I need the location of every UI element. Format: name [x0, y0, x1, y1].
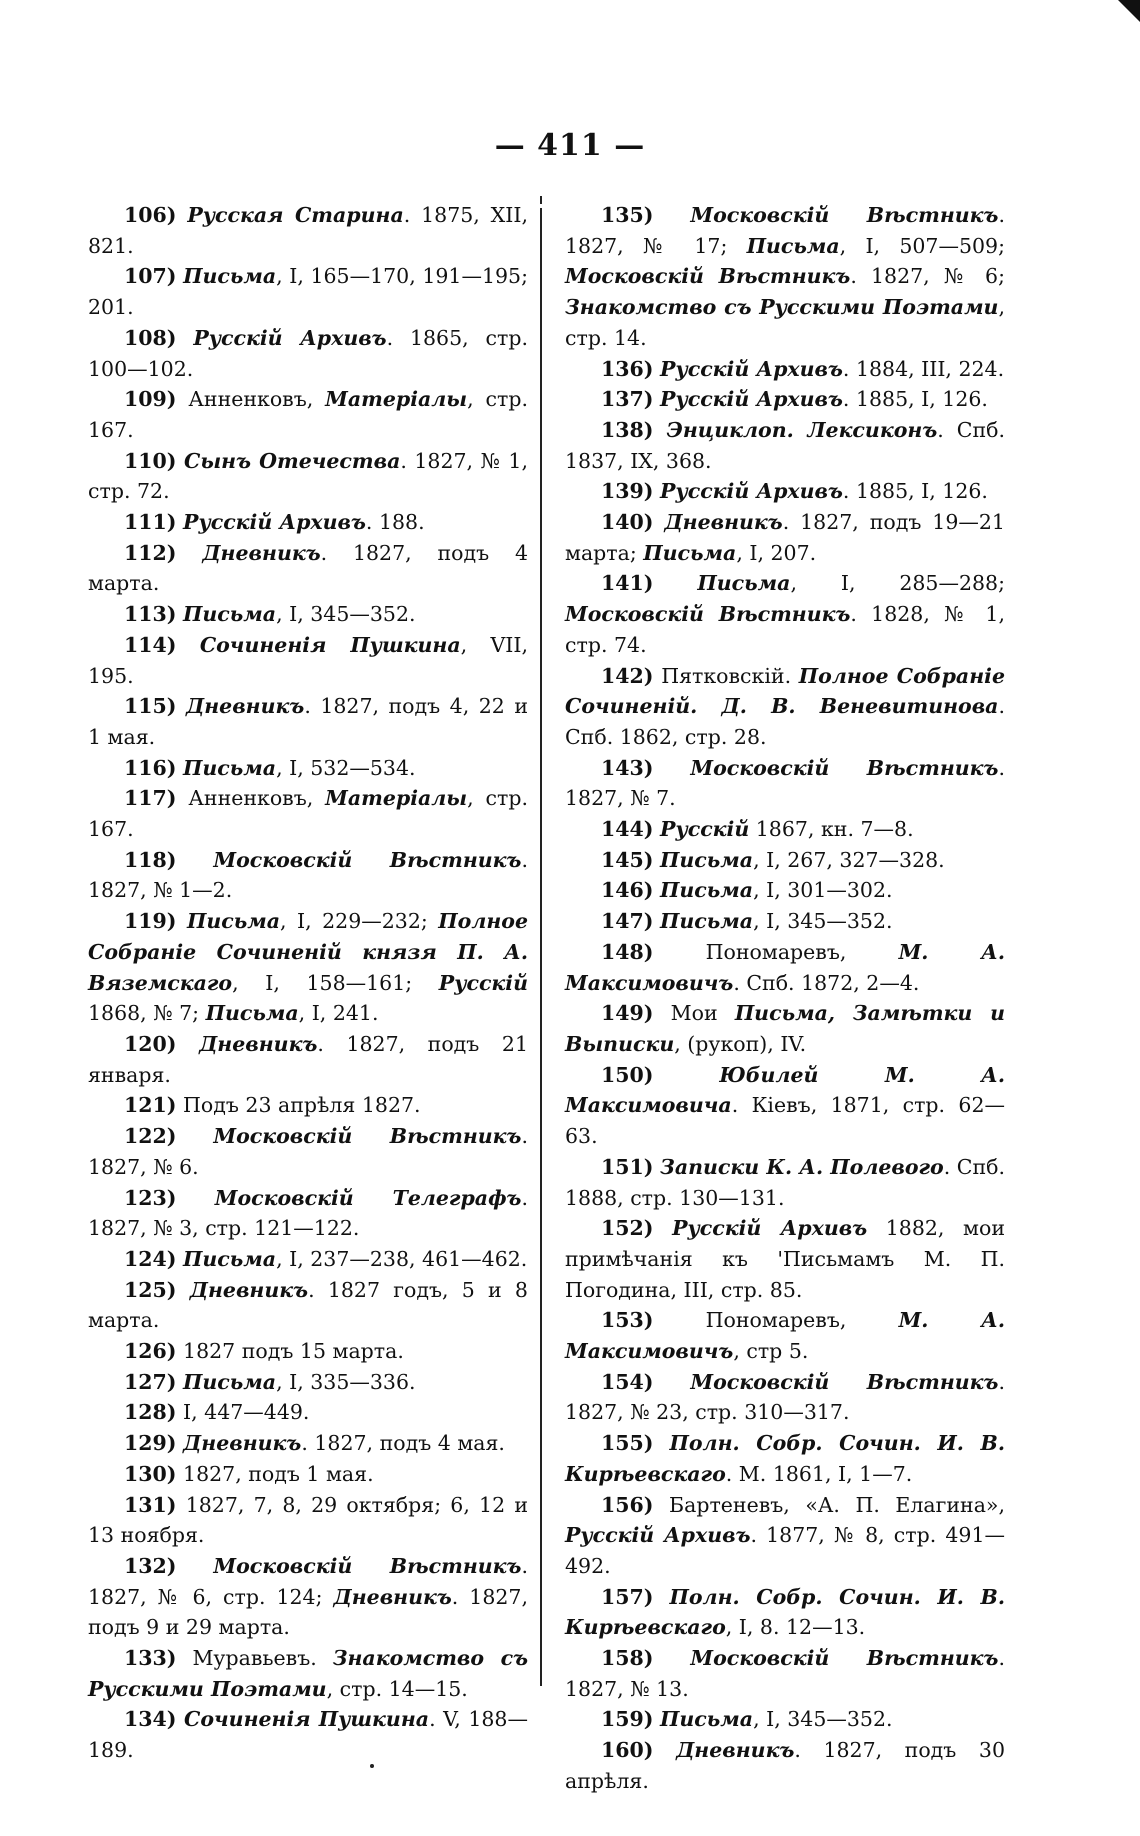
reference-number: 146) — [601, 878, 654, 903]
reference-title: Дневникъ — [664, 510, 783, 535]
reference-number: 157) — [601, 1584, 654, 1609]
reference-text: . 1827, № 17; — [565, 203, 1005, 258]
reference-title: Московскій Вѣстникъ — [213, 1553, 522, 1578]
reference-text: . М. 1861, I, 1—7. — [725, 1461, 913, 1486]
reference-text: . 1884, III, 224. — [842, 356, 1005, 381]
reference-title: Записки К. А. Полевого — [660, 1154, 944, 1179]
reference-number: 137) — [601, 387, 654, 412]
reference-title: Письма — [183, 755, 277, 780]
reference-text: , (рукоп), IV. — [674, 1031, 807, 1056]
reference-text: , I, 229—232; — [280, 909, 439, 934]
reference-number: 125) — [124, 1277, 177, 1302]
reference-text: . 1827, подъ 4 мая. — [301, 1431, 505, 1456]
reference-number: 159) — [601, 1707, 654, 1732]
reference-number: 116) — [124, 755, 177, 780]
reference-number: 136) — [601, 356, 654, 381]
reference-title: Дневникъ — [199, 1031, 318, 1056]
reference-number: 149) — [601, 1001, 654, 1026]
reference-number: 139) — [601, 479, 654, 504]
reference-number: 113) — [124, 602, 177, 627]
reference-text: , I, 165—170, 191—195; 201. — [88, 264, 528, 320]
reference-title: Матеріалы — [325, 387, 468, 412]
reference-text: . 1885, I, 126. — [842, 387, 988, 412]
reference-entry — [565, 1152, 1005, 1213]
reference-text: , I, 285—288; — [790, 571, 1005, 596]
reference-text: . 1827, № 3, стр. 121—122. — [88, 1185, 528, 1241]
reference-title: Полн. Собр. Сочин. И. В. Кирѣевскаго — [565, 1431, 1005, 1486]
reference-entry — [565, 507, 1005, 568]
reference-title: Знакомство съ Русскими Поэтами — [88, 1646, 528, 1701]
reference-title: Дневникъ — [189, 1277, 309, 1302]
reference-number: 129) — [124, 1431, 177, 1456]
reference-title: Сочиненія Пушкина — [199, 632, 461, 657]
reference-title: Московскій Вѣстникъ — [690, 203, 999, 227]
reference-entry — [565, 1367, 1005, 1428]
reference-number: 106) — [124, 203, 177, 227]
reference-title: Русскій Архивъ — [183, 510, 366, 535]
reference-number: 152) — [601, 1216, 654, 1241]
reference-title: Русскій Архивъ — [672, 1216, 868, 1241]
reference-number: 127) — [124, 1369, 177, 1394]
reference-number: 134) — [124, 1707, 177, 1732]
reference-title: Русскій Архивъ — [660, 387, 843, 412]
reference-title: Письма — [183, 1369, 277, 1394]
column-divider — [540, 208, 542, 1686]
page-corner-mark — [1118, 0, 1140, 22]
reference-number: 158) — [601, 1646, 654, 1671]
reference-number: 126) — [124, 1339, 177, 1364]
reference-title: Русскій Архивъ — [660, 356, 843, 381]
reference-number: 140) — [601, 510, 654, 535]
reference-number: 133) — [124, 1646, 177, 1671]
reference-entry — [565, 814, 1005, 845]
reference-number: 155) — [601, 1431, 654, 1456]
reference-title: Русскій Архивъ — [565, 1523, 751, 1548]
reference-entry — [88, 1704, 528, 1765]
reference-text: , I, 532—534. — [276, 755, 416, 780]
reference-text: . 1827, № 7. — [565, 755, 1005, 811]
reference-text: 1827, подъ 1 мая. — [183, 1461, 374, 1486]
reference-text: . 1885, I, 126. — [842, 479, 988, 504]
reference-text: , стр. 167. — [88, 387, 528, 442]
reference-title: Русскій Архивъ — [660, 479, 843, 504]
reference-text: , I, 237—238, 461—462. — [276, 1246, 528, 1271]
reference-text: 1882, мои примѣчанія къ 'Письмамъ М. П. Погодина, III, стр. 85. — [565, 1216, 1005, 1302]
reference-entry — [88, 261, 528, 322]
reference-title: Письма — [643, 540, 737, 565]
reference-number: 110) — [124, 448, 177, 473]
column-divider-tick — [540, 196, 542, 204]
reference-entry — [565, 906, 1005, 937]
reference-entry — [565, 384, 1005, 415]
reference-entry — [565, 200, 1005, 354]
reference-text: I, 447—449. — [183, 1400, 310, 1425]
reference-entry — [565, 1704, 1005, 1735]
reference-text: 1867, кн. 7—8. — [749, 817, 914, 842]
reference-number: 142) — [601, 663, 654, 688]
reference-text: . 1827, подъ 4, 22 и 1 мая. — [88, 694, 528, 749]
reference-title: Юбилей М. А. Максимовича — [565, 1062, 1005, 1118]
reference-title: Московскій Вѣстникъ — [213, 1124, 522, 1149]
reference-title: Письма — [183, 602, 277, 627]
left-column — [88, 200, 528, 1766]
reference-title: Московскій Вѣстникъ — [213, 847, 522, 872]
reference-title: Сынъ Отечества — [184, 448, 401, 473]
reference-title: Сочиненія Пушкина — [184, 1707, 430, 1732]
reference-text: , I, 207. — [736, 540, 817, 565]
reference-title: Русскій — [660, 817, 750, 842]
reference-title: Дневникъ — [183, 1431, 302, 1456]
reference-entry — [88, 599, 528, 630]
reference-number: 108) — [124, 325, 177, 350]
reference-text: . 1827, № 6. — [88, 1124, 528, 1179]
reference-entry — [88, 1121, 528, 1182]
reference-text: . 1827, подъ 9 и 29 марта. — [88, 1584, 528, 1640]
reference-text: . 1865, стр. 100—102. — [88, 325, 528, 381]
reference-title: Русскій — [438, 970, 528, 995]
reference-text: , I, 8. 12—13. — [725, 1615, 866, 1640]
reference-title: Полное Собраніе Сочиненій князя П. А. Вяземскаго — [88, 909, 528, 995]
reference-title: Письма — [660, 847, 754, 872]
reference-number: 111) — [124, 510, 177, 535]
reference-number: 148) — [601, 939, 654, 964]
reference-text: . 1827 годъ, 5 и 8 марта. — [88, 1277, 528, 1333]
page-speck — [370, 1764, 374, 1768]
reference-entry — [565, 1213, 1005, 1305]
reference-title: Русская Старина — [187, 203, 404, 227]
reference-text: , стр. 14—15. — [326, 1676, 468, 1701]
reference-entry — [88, 446, 528, 507]
reference-text: . 1827, подъ 4 марта. — [88, 540, 528, 596]
reference-number: 107) — [124, 264, 177, 289]
reference-entry — [88, 384, 528, 445]
reference-text: . 1827, № 6, стр. 124; — [88, 1553, 528, 1609]
reference-text: Бартеневъ, «А. П. Елагина», — [669, 1492, 1005, 1517]
reference-text: , I, 345—352. — [276, 602, 416, 627]
reference-number: 151) — [601, 1154, 654, 1179]
reference-text: . 1828, № 1, стр. 74. — [565, 602, 1005, 657]
reference-title: Знакомство съ Русскими Поэтами — [565, 295, 999, 320]
reference-entry — [88, 1459, 528, 1490]
reference-number: 114) — [124, 632, 177, 657]
reference-title: Московскій Телеграфъ — [214, 1185, 522, 1210]
reference-number: 141) — [601, 571, 654, 596]
reference-text: . Спб. 1888, стр. 130—131. — [565, 1154, 1005, 1210]
reference-title: Московскій Вѣстникъ — [690, 755, 999, 780]
reference-text: . 1827, № 6; — [850, 264, 1005, 289]
reference-entry — [565, 1305, 1005, 1366]
reference-text: , стр. 167. — [88, 786, 528, 842]
reference-entry — [565, 1582, 1005, 1643]
reference-entry — [88, 753, 528, 784]
reference-number: 135) — [601, 203, 654, 227]
reference-text: Анненковъ, — [188, 786, 326, 811]
reference-number: 143) — [601, 755, 654, 780]
reference-text: Пономаревъ, — [705, 1308, 899, 1333]
reference-title: Энциклоп. Лексиконъ — [666, 417, 938, 442]
reference-entry — [88, 323, 528, 384]
reference-title: Дневникъ — [333, 1584, 452, 1609]
reference-title: Письма — [660, 878, 754, 903]
reference-text: , I, 335—336. — [276, 1369, 416, 1394]
reference-number: 121) — [124, 1093, 177, 1118]
reference-entry — [88, 691, 528, 752]
reference-entry — [565, 415, 1005, 476]
reference-text: 1827 подъ 15 марта. — [183, 1339, 404, 1364]
reference-number: 123) — [124, 1185, 177, 1210]
reference-text: Анненковъ, — [188, 387, 326, 412]
reference-entry — [88, 538, 528, 599]
reference-text: Пятковскій. — [661, 663, 799, 688]
reference-number: 130) — [124, 1461, 177, 1486]
reference-entry — [565, 1735, 1005, 1796]
reference-number: 154) — [601, 1369, 654, 1394]
reference-entry — [565, 875, 1005, 906]
reference-number: 119) — [124, 909, 177, 934]
reference-title: Письма — [746, 233, 840, 258]
reference-text: , I, 267, 327—328. — [753, 847, 945, 872]
reference-entry — [88, 1090, 528, 1121]
reference-title: Полн. Собр. Сочин. И. В. Кирѣевскаго — [565, 1584, 1005, 1640]
reference-number: 145) — [601, 847, 654, 872]
reference-number: 144) — [601, 817, 654, 842]
reference-entry — [88, 630, 528, 691]
reference-text: , I, 158—161; — [232, 970, 439, 995]
reference-entry — [88, 1551, 528, 1643]
reference-entry — [565, 568, 1005, 660]
reference-text: Пономаревъ, — [705, 939, 899, 964]
right-column — [565, 200, 1005, 1797]
reference-text: . 1827, № 1—2. — [88, 847, 528, 903]
reference-title: Русскій Архивъ — [193, 325, 387, 350]
reference-title: Матеріалы — [325, 786, 468, 811]
reference-number: 147) — [601, 909, 654, 934]
reference-text: 1868, № 7; — [88, 1001, 206, 1026]
reference-title: Письма, Замѣтки и Выписки — [565, 1001, 1005, 1056]
reference-entry — [565, 1643, 1005, 1704]
reference-number: 124) — [124, 1246, 177, 1271]
page-number: — 411 — — [494, 128, 646, 163]
reference-number: 132) — [124, 1553, 177, 1578]
reference-text: . 1827, подъ 30 апрѣля. — [565, 1738, 1005, 1793]
reference-entry — [565, 937, 1005, 998]
reference-text: , I, 301—302. — [753, 878, 893, 903]
reference-number: 118) — [124, 847, 177, 872]
reference-number: 138) — [601, 417, 654, 442]
reference-entry — [88, 845, 528, 906]
reference-text: Подъ 23 апрѣля 1827. — [183, 1093, 421, 1118]
reference-title: Письма — [186, 909, 281, 934]
reference-text: . Спб. 1837, IX, 368. — [565, 417, 1005, 473]
reference-entry — [565, 1428, 1005, 1489]
reference-text: . V, 188—189. — [88, 1707, 528, 1763]
reference-number: 131) — [124, 1492, 177, 1517]
reference-title: Московскій Вѣстникъ — [690, 1646, 999, 1671]
reference-text: . 1827, № 13. — [565, 1646, 1005, 1701]
reference-text: , I, 345—352. — [753, 1707, 893, 1732]
reference-text: Муравьевъ. — [192, 1646, 333, 1671]
reference-number: 160) — [601, 1738, 654, 1763]
reference-title: Московскій Вѣстникъ — [690, 1369, 999, 1394]
reference-text: . 188. — [365, 510, 425, 535]
reference-entry — [565, 476, 1005, 507]
reference-text: . Спб. 1862, стр. 28. — [565, 694, 1005, 749]
reference-text: . 1827, подъ 19—21 марта; — [565, 510, 1005, 565]
reference-text: . 1827, № 1, стр. 72. — [88, 448, 528, 504]
reference-entry — [88, 1397, 528, 1428]
reference-number: 115) — [124, 694, 177, 719]
reference-entry — [88, 1367, 528, 1398]
reference-title: Дневникъ — [202, 540, 321, 565]
reference-entry — [88, 1490, 528, 1551]
reference-number: 117) — [124, 786, 177, 811]
reference-entry — [565, 1060, 1005, 1152]
reference-title: М. А. Максимовичъ — [565, 1308, 1005, 1364]
reference-text: . Спб. 1872, 2—4. — [733, 970, 920, 995]
reference-number: 122) — [124, 1124, 177, 1149]
reference-title: Письма — [660, 909, 754, 934]
reference-entry — [88, 507, 528, 538]
reference-entry — [565, 753, 1005, 814]
reference-title: Письма — [697, 571, 791, 596]
reference-entry — [88, 906, 528, 1029]
reference-title: Письма — [183, 264, 277, 289]
reference-title: Письма — [183, 1246, 277, 1271]
reference-entry — [88, 1428, 528, 1459]
reference-text: , I, 507—509; — [839, 233, 1005, 258]
reference-entry — [88, 1336, 528, 1367]
reference-text: , I, 241. — [298, 1001, 379, 1026]
reference-title: Московскій Вѣстникъ — [565, 602, 851, 627]
reference-number: 120) — [124, 1031, 177, 1056]
reference-entry — [565, 998, 1005, 1059]
reference-entry — [88, 783, 528, 844]
reference-title: Дневникъ — [186, 694, 305, 719]
reference-number: 153) — [601, 1308, 654, 1333]
reference-entry — [565, 661, 1005, 753]
reference-entry — [88, 1244, 528, 1275]
reference-entry — [565, 354, 1005, 385]
reference-number: 128) — [124, 1400, 177, 1425]
reference-text: . 1877, № 8, стр. 491—492. — [565, 1523, 1005, 1578]
reference-entry — [88, 1643, 528, 1704]
reference-entry — [88, 1275, 528, 1336]
reference-text: . 1875, XII, 821. — [88, 203, 528, 258]
reference-text: . Кіевъ, 1871, стр. 62—63. — [565, 1093, 1005, 1149]
reference-number: 150) — [601, 1062, 654, 1087]
reference-title: М. А. Максимовичъ — [565, 939, 1005, 995]
reference-text: 1827, 7, 8, 29 октября; 6, 12 и 13 ноября. — [88, 1492, 528, 1548]
reference-entry — [88, 200, 528, 261]
reference-title: Московскій Вѣстникъ — [565, 264, 851, 289]
reference-text: , стр. 14. — [565, 295, 1005, 350]
reference-text: , VII, 195. — [88, 632, 528, 688]
reference-entry — [88, 1029, 528, 1090]
reference-entry — [565, 1490, 1005, 1582]
reference-entry — [88, 1183, 528, 1244]
reference-number: 112) — [124, 540, 177, 565]
reference-text: . 1827, подъ 21 января. — [88, 1031, 528, 1087]
reference-text: , I, 345—352. — [753, 909, 893, 934]
reference-text: , стр 5. — [733, 1339, 809, 1364]
reference-number: 156) — [601, 1492, 654, 1517]
reference-text: Мои — [670, 1001, 735, 1026]
reference-title: Письма — [205, 1001, 299, 1026]
reference-title: Письма — [660, 1707, 754, 1732]
reference-title: Полное Собраніе Сочиненій. Д. В. Веневитинова — [565, 663, 1005, 719]
reference-title: Дневникъ — [676, 1738, 795, 1763]
reference-entry — [565, 845, 1005, 876]
reference-text: . 1827, № 23, стр. 310—317. — [565, 1369, 1005, 1425]
reference-number: 109) — [124, 387, 177, 412]
